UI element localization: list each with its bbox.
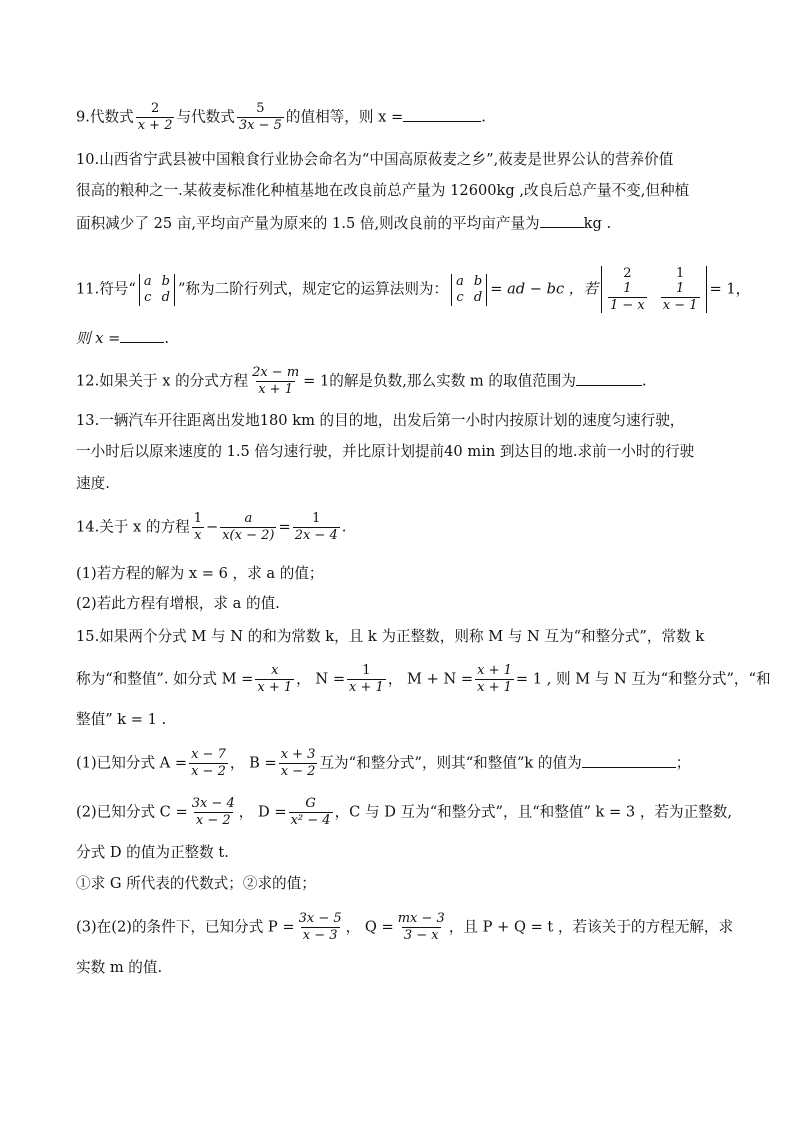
question-15-part-3: (3)在(2)的条件下，已知分式 P = $\frac{3x - 5}{x - 3}$ ， Q = $\frac{mx - 3}{3 - x}$ ，且 P + Q = t ，若该关于的方程无解，求 — [76, 911, 734, 943]
question-15-line-1: 15.如果两个分式 M 与 N 的和为常数 k，且 k 为正整数，则称 M 与 N 互为“和整分式”，常数 k — [76, 628, 705, 645]
fraction: $\frac{5}{3x - 5}$ — [238, 101, 282, 133]
question-10-line-2: 很高的粮种之一.某莜麦标准化种植基地在改良前总产量为 12600kg ,改良后总产量不变,但种植 — [76, 182, 690, 199]
question-14-part-2: (2)若此方程有增根，求 a 的值. — [76, 595, 280, 612]
fraction: $\frac{x + 1}{x + 1}$ — [477, 663, 512, 695]
question-10-line-1: 10.山西省宁武县被中国粮食行业协会命名为“中国高原莜麦之乡”,莜麦是世界公认的营养价值 — [76, 151, 674, 168]
fraction: $\frac{1}{2x - 4}$ — [294, 511, 338, 543]
fraction: $\frac{1}{x}$ — [193, 511, 202, 543]
question-14-part-1: (1)若方程的解为 x = 6 ，求 a 的值； — [76, 565, 324, 582]
question-12: 12.如果关于 x 的分式方程 $\frac{2x - m}{x + 1}$ = 1的解是负数,那么实数 m 的取值范围为 . — [76, 365, 647, 397]
determinant-symbol: a b c d — [139, 274, 175, 306]
question-15-part-2-line-2: 分式 D 的值为正整数 t. — [76, 844, 229, 861]
question-13-line-3: 速度. — [76, 475, 110, 492]
question-14: 14.关于 x 的方程 $\frac{1}{x}$ − $\frac{a}{x(x - 2)}$ = $\frac{1}{2x - 4}$ . — [76, 511, 347, 543]
fraction: $\frac{mx - 3}{3 - x}$ — [397, 911, 445, 943]
question-13-line-1: 13.一辆汽车开往距离出发地180 km 的目的地，出发后第一小时内按原计划的速度匀速行驶， — [76, 412, 685, 429]
fraction: $\frac{1}{x + 1}$ — [349, 663, 384, 695]
question-11: 11.符号“ a b c d ”称为二阶行列式，规定它的运算法则为： a b c d = ad − bc ，若 2 1 $\frac{1}{1 - x}$ $\frac{1}{x - 1}$ = 1， — [76, 266, 751, 313]
question-9: 9.代数式 $\frac{2}{x + 2}$ 与代数式 $\frac{5}{3x - 5}$ 的值相等，则 x = . — [76, 101, 486, 133]
answer-blank[interactable] — [576, 371, 642, 386]
question-11-answer: 则 x = . — [76, 330, 169, 347]
fraction: $\frac{x + 3}{x - 2}$ — [280, 747, 316, 779]
fraction: $\frac{x - 7}{x - 2}$ — [191, 747, 226, 779]
question-15-part-2-line-3: ①求 G 所代表的代数式；②求的值； — [76, 875, 316, 892]
answer-blank[interactable] — [403, 107, 481, 122]
question-15-line-3: 整值” k = 1 . — [76, 711, 167, 728]
question-15-line-2: 称为“和整值”. 如分式 M = $\frac{x}{x + 1}$ ， N = $\frac{1}{x + 1}$ ， M + N = $\frac{x + 1}{x + 1}$ = 1 , 则 M 与 N 互为“和整分式”，“和 — [76, 663, 771, 695]
determinant-rule: a b c d — [451, 274, 487, 306]
answer-blank[interactable] — [582, 753, 676, 768]
question-13-line-2: 一小时后以原来速度的 1.5 倍匀速行驶，并比原计划提前40 min 到达目的地.求前一小时的行驶 — [76, 443, 695, 460]
answer-blank[interactable] — [540, 213, 584, 228]
fraction: $\frac{x}{x + 1}$ — [257, 663, 293, 695]
question-15-part-2: (2)已知分式 C = $\frac{3x - 4}{x - 2}$ ， D = $\frac{G}{\text{x² − 4}}$ ，C 与 D 互为“和整分式”，且“和整值” k = 3 ，若为正整数, — [76, 796, 733, 828]
fraction: $\frac{3x - 4}{x - 2}$ — [191, 796, 235, 828]
question-10-line-3: 面积减少了 25 亩,平均亩产量为原来的 1.5 倍,则改良前的平均亩产量为 kg . — [76, 215, 612, 232]
answer-blank[interactable] — [120, 328, 164, 343]
fraction: $\frac{3x - 5}{x - 3}$ — [298, 911, 342, 943]
fraction: $\frac{2}{x + 2}$ — [137, 101, 173, 133]
fraction: $\frac{G}{\text{x² − 4}}$ — [290, 796, 331, 828]
determinant-equation: 2 1 $\frac{1}{1 - x}$ $\frac{1}{x - 1}$ — [601, 266, 707, 313]
fraction: $\frac{a}{x(x - 2)}$ — [222, 511, 275, 543]
question-15-part-3-line-2: 实数 m 的值. — [76, 959, 163, 976]
question-15-part-1: (1)已知分式 A = $\frac{x - 7}{x - 2}$ ， B = $\frac{x + 3}{x - 2}$ 互为“和整分式”，则其“和整值”k 的值为 ； — [76, 747, 691, 779]
fraction: $\frac{2x - m}{x + 1}$ — [252, 365, 300, 397]
